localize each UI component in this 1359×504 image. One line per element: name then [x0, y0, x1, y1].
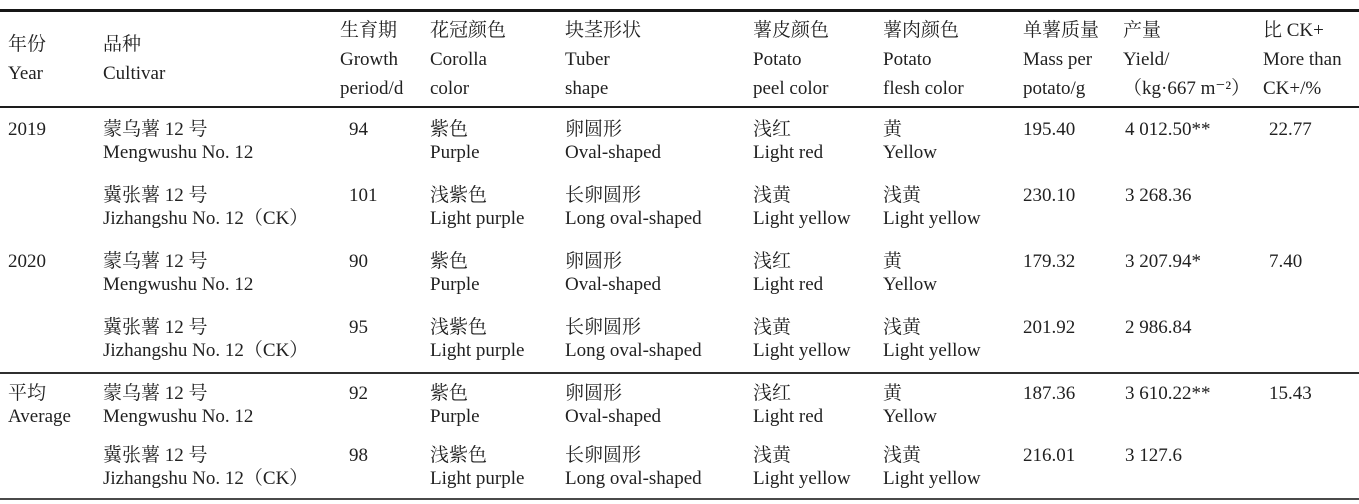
mass-value: 179.32	[1023, 251, 1076, 272]
corolla-en: Purple	[430, 406, 480, 427]
col-header-growth-en2: period/d	[340, 77, 404, 99]
col-header-ck-en2: CK+/%	[1263, 77, 1322, 99]
cultivar-zh: 蒙乌薯 12 号	[103, 251, 208, 272]
tuber-zh: 长卵圆形	[565, 317, 642, 338]
growth-value: 98	[349, 445, 368, 466]
tuber-zh: 长卵圆形	[565, 445, 642, 466]
cultivar-cell	[103, 118, 340, 164]
col-header-corolla-en1: Corolla	[430, 48, 487, 70]
peel-en: Light yellow	[753, 340, 851, 361]
tuber-zh: 长卵圆形	[565, 185, 642, 206]
ck-cell	[1263, 184, 1359, 230]
corolla-zh: 浅紫色	[430, 317, 488, 338]
year-label-zh: 2019	[8, 119, 46, 140]
peel-color-cell	[753, 444, 883, 490]
cultivar-zh: 冀张薯 12 号	[103, 185, 208, 206]
peel-en: Light red	[753, 406, 824, 427]
flesh-en: Yellow	[883, 142, 938, 163]
yield-cell	[1123, 118, 1263, 164]
col-header-mass-zh: 单薯质量	[1023, 19, 1100, 41]
peel-zh: 浅黄	[753, 317, 792, 338]
yield-value: 3 268.36	[1125, 185, 1192, 206]
flesh-color-cell	[883, 184, 1023, 230]
peel-zh: 浅红	[753, 251, 792, 272]
col-header-tuber-en2: shape	[565, 77, 609, 99]
table-row	[0, 436, 1359, 498]
col-header-growth-period	[340, 12, 430, 106]
peel-en: Light red	[753, 142, 824, 163]
year-cell	[8, 184, 103, 230]
mass-value: 187.36	[1023, 383, 1076, 404]
col-header-flesh-color	[883, 12, 1023, 106]
yield-cell	[1123, 184, 1263, 230]
tuber-shape-cell	[565, 184, 753, 230]
flesh-en: Light yellow	[883, 208, 981, 229]
ck-cell	[1263, 118, 1359, 164]
col-header-corolla-en2: color	[430, 77, 470, 99]
col-header-year-zh: 年份	[8, 34, 47, 55]
peel-en: Light yellow	[753, 208, 851, 229]
peel-color-cell	[753, 118, 883, 164]
corolla-color-cell	[430, 250, 565, 296]
peel-color-cell	[753, 316, 883, 362]
ck-value: 7.40	[1269, 251, 1303, 272]
yield-value: 3 610.22**	[1125, 383, 1211, 404]
peel-zh: 浅红	[753, 119, 792, 140]
col-header-mass-per-potato	[1023, 12, 1123, 106]
cultivar-cell	[103, 184, 340, 230]
mass-cell	[1023, 250, 1123, 296]
table-row	[0, 306, 1359, 372]
flesh-zh: 黄	[883, 383, 903, 404]
peel-zh: 浅黄	[753, 445, 792, 466]
ck-value: 22.77	[1269, 119, 1312, 140]
col-header-year-en: Year	[8, 63, 44, 84]
growth-period-cell	[340, 382, 430, 428]
corolla-color-cell	[430, 316, 565, 362]
cultivar-cell	[103, 250, 340, 296]
col-header-tuber-shape	[565, 12, 753, 106]
year-label-zh: 2020	[8, 251, 46, 272]
flesh-zh: 浅黄	[883, 317, 922, 338]
tuber-zh: 卵圆形	[565, 251, 623, 272]
peel-en: Light red	[753, 274, 824, 295]
ck-cell	[1263, 250, 1359, 296]
yield-value: 4 012.50**	[1125, 119, 1211, 140]
col-header-yield-zh: 产量	[1123, 19, 1162, 41]
cultivar-zh: 蒙乌薯 12 号	[103, 119, 208, 140]
section-average	[0, 372, 1359, 498]
flesh-zh: 浅黄	[883, 445, 922, 466]
year-cell	[8, 444, 103, 490]
corolla-en: Purple	[430, 142, 480, 163]
growth-period-cell	[340, 118, 430, 164]
col-header-growth-en1: Growth	[340, 48, 399, 70]
col-header-peel-color	[753, 12, 883, 106]
flesh-color-cell	[883, 250, 1023, 296]
flesh-zh: 黄	[883, 119, 903, 140]
year-cell	[8, 118, 103, 164]
flesh-en: Yellow	[883, 406, 938, 427]
cultivar-en: Mengwushu No. 12	[103, 142, 254, 163]
mass-value: 230.10	[1023, 185, 1076, 206]
mass-cell	[1023, 316, 1123, 362]
cultivar-en: Mengwushu No. 12	[103, 274, 254, 295]
tuber-shape-cell	[565, 382, 753, 428]
col-header-corolla-color	[430, 12, 565, 106]
col-header-flesh-zh: 薯肉颜色	[883, 19, 960, 41]
cultivar-en: Mengwushu No. 12	[103, 406, 254, 427]
year-cell	[8, 250, 103, 296]
year-cell	[8, 316, 103, 362]
ck-value: 15.43	[1269, 383, 1312, 404]
year-label-zh: 平均	[8, 383, 47, 404]
yield-value: 3 207.94*	[1125, 251, 1201, 272]
table-row	[0, 374, 1359, 436]
growth-value: 90	[349, 251, 368, 272]
flesh-color-cell	[883, 316, 1023, 362]
cultivar-zh: 蒙乌薯 12 号	[103, 383, 208, 404]
corolla-en: Light purple	[430, 340, 525, 361]
yield-cell	[1123, 382, 1263, 428]
cultivar-en: Jizhangshu No. 12（CK）	[103, 208, 309, 229]
growth-period-cell	[340, 444, 430, 490]
corolla-en: Light purple	[430, 208, 525, 229]
yield-cell	[1123, 250, 1263, 296]
col-header-yield	[1123, 12, 1263, 106]
ck-cell	[1263, 382, 1359, 428]
col-header-flesh-en1: Potato	[883, 48, 932, 70]
cultivar-en: Jizhangshu No. 12（CK）	[103, 340, 309, 361]
corolla-zh: 浅紫色	[430, 445, 488, 466]
col-header-cultivar-zh: 品种	[103, 34, 142, 55]
corolla-zh: 紫色	[430, 251, 469, 272]
flesh-en: Light yellow	[883, 340, 981, 361]
yield-value: 3 127.6	[1125, 445, 1182, 466]
tuber-en: Long oval-shaped	[565, 340, 702, 361]
year-cell	[8, 382, 103, 428]
year-label-en: Average	[8, 406, 71, 427]
ck-cell	[1263, 316, 1359, 362]
col-header-more-than-ck	[1263, 12, 1359, 106]
tuber-zh: 卵圆形	[565, 383, 623, 404]
col-header-yield-en2: （kg·667 m⁻²）	[1123, 77, 1251, 99]
peel-color-cell	[753, 250, 883, 296]
corolla-en: Light purple	[430, 468, 525, 489]
peel-en: Light yellow	[753, 468, 851, 489]
col-header-corolla-zh: 花冠颜色	[430, 19, 507, 41]
cultivar-cell	[103, 444, 340, 490]
col-header-peel-zh: 薯皮颜色	[753, 19, 830, 41]
corolla-color-cell	[430, 118, 565, 164]
peel-zh: 浅红	[753, 383, 792, 404]
flesh-en: Light yellow	[883, 468, 981, 489]
col-header-tuber-en1: Tuber	[565, 48, 610, 70]
col-header-ck-en1: More than	[1263, 48, 1342, 70]
mass-cell	[1023, 184, 1123, 230]
table-row	[0, 174, 1359, 240]
col-header-ck-zh: 比 CK+	[1263, 19, 1324, 41]
tuber-shape-cell	[565, 118, 753, 164]
peel-zh: 浅黄	[753, 185, 792, 206]
section-2019	[0, 108, 1359, 240]
col-header-peel-en1: Potato	[753, 48, 802, 70]
col-header-flesh-en2: flesh color	[883, 77, 964, 99]
cultivar-zh: 冀张薯 12 号	[103, 317, 208, 338]
table-row	[0, 240, 1359, 306]
mass-value: 216.01	[1023, 445, 1076, 466]
flesh-zh: 黄	[883, 251, 903, 272]
mass-value: 201.92	[1023, 317, 1076, 338]
corolla-color-cell	[430, 444, 565, 490]
tuber-en: Long oval-shaped	[565, 468, 702, 489]
col-header-tuber-zh: 块茎形状	[565, 19, 642, 41]
corolla-color-cell	[430, 382, 565, 428]
growth-period-cell	[340, 316, 430, 362]
tuber-shape-cell	[565, 316, 753, 362]
flesh-en: Yellow	[883, 274, 938, 295]
col-header-yield-en1: Yield/	[1123, 48, 1170, 70]
growth-value: 92	[349, 383, 368, 404]
cultivar-cell	[103, 316, 340, 362]
growth-period-cell	[340, 184, 430, 230]
corolla-zh: 紫色	[430, 119, 469, 140]
cultivar-characteristics-table	[0, 9, 1359, 500]
tuber-en: Oval-shaped	[565, 274, 662, 295]
ck-cell	[1263, 444, 1359, 490]
col-header-peel-en2: peel color	[753, 77, 829, 99]
cultivar-cell	[103, 382, 340, 428]
flesh-color-cell	[883, 118, 1023, 164]
mass-cell	[1023, 444, 1123, 490]
col-header-cultivar-en: Cultivar	[103, 63, 166, 84]
table-row	[0, 108, 1359, 174]
mass-value: 195.40	[1023, 119, 1076, 140]
growth-value: 101	[349, 185, 378, 206]
tuber-shape-cell	[565, 444, 753, 490]
yield-cell	[1123, 444, 1263, 490]
growth-value: 95	[349, 317, 368, 338]
corolla-zh: 紫色	[430, 383, 469, 404]
cultivar-en: Jizhangshu No. 12（CK）	[103, 468, 309, 489]
yield-cell	[1123, 316, 1263, 362]
tuber-en: Oval-shaped	[565, 142, 662, 163]
col-header-mass-en2: potato/g	[1023, 77, 1086, 99]
flesh-color-cell	[883, 382, 1023, 428]
peel-color-cell	[753, 382, 883, 428]
flesh-color-cell	[883, 444, 1023, 490]
tuber-shape-cell	[565, 250, 753, 296]
corolla-zh: 浅紫色	[430, 185, 488, 206]
corolla-color-cell	[430, 184, 565, 230]
col-header-year	[8, 12, 103, 106]
col-header-mass-en1: Mass per	[1023, 48, 1093, 70]
tuber-en: Oval-shaped	[565, 406, 662, 427]
yield-value: 2 986.84	[1125, 317, 1192, 338]
growth-value: 94	[349, 119, 368, 140]
mass-cell	[1023, 118, 1123, 164]
flesh-zh: 浅黄	[883, 185, 922, 206]
peel-color-cell	[753, 184, 883, 230]
table-header-row	[0, 9, 1359, 108]
col-header-cultivar	[103, 12, 340, 106]
growth-period-cell	[340, 250, 430, 296]
cultivar-zh: 冀张薯 12 号	[103, 445, 208, 466]
section-2020	[0, 240, 1359, 372]
corolla-en: Purple	[430, 274, 480, 295]
mass-cell	[1023, 382, 1123, 428]
tuber-en: Long oval-shaped	[565, 208, 702, 229]
col-header-growth-zh: 生育期	[340, 19, 398, 41]
tuber-zh: 卵圆形	[565, 119, 623, 140]
